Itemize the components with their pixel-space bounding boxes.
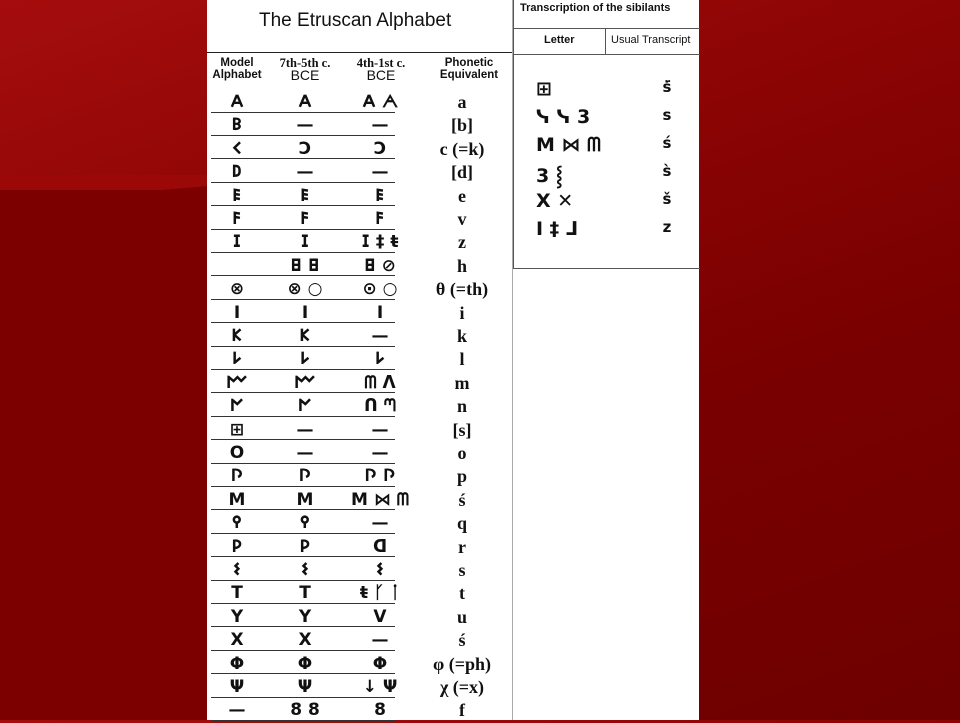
header-phonetic-line1: Phonetic xyxy=(444,57,494,69)
sibilant-transcript: s xyxy=(662,106,672,124)
late-glyph: — xyxy=(371,443,389,463)
table-row xyxy=(211,606,507,630)
sibilant-glyphs: ⊞ xyxy=(536,78,552,100)
sibilant-glyphs: X ✕ xyxy=(536,190,574,212)
header-model-line1: Model xyxy=(220,57,254,69)
early-glyph: 𐌇 𐌇 xyxy=(290,255,320,276)
row-underline xyxy=(211,299,395,300)
phonetic-value: m xyxy=(454,372,470,393)
phonetic-value: χ (=x) xyxy=(439,677,485,697)
late-glyph: M ⋈ ᗰ xyxy=(350,489,410,510)
slide xyxy=(207,0,699,720)
late-glyph: ↓ Ψ xyxy=(362,677,398,697)
phonetic-value: o xyxy=(457,443,467,463)
late-glyph: 8 xyxy=(374,700,386,721)
header-rule xyxy=(207,52,512,53)
header-early-line1: 7th-5th c. xyxy=(279,56,331,70)
phonetic-value: n xyxy=(456,396,467,417)
early-glyph: 𐌄 xyxy=(300,185,310,206)
table-row xyxy=(211,512,507,536)
row-underline xyxy=(211,252,395,253)
late-glyph: 𐌆 ‡ ŧ xyxy=(361,232,399,253)
row-underline xyxy=(211,673,395,674)
table-row xyxy=(211,395,507,419)
phonetic-value: [s] xyxy=(452,419,472,440)
phonetic-value: f xyxy=(459,700,465,721)
late-glyph: — xyxy=(371,326,389,346)
sibilants-table xyxy=(513,0,700,269)
early-glyph: — xyxy=(296,443,314,463)
table-row xyxy=(211,372,507,396)
table-row xyxy=(211,582,507,606)
early-glyph: 𐌊 xyxy=(299,326,311,346)
early-glyph: 𐌀 xyxy=(297,92,313,112)
header-phonetic xyxy=(429,57,509,81)
table-row xyxy=(211,278,507,302)
model-glyph: 𐌁 xyxy=(231,115,243,136)
late-glyph: — xyxy=(371,162,389,183)
sibilant-glyphs: I ‡ ⅃ xyxy=(536,218,578,240)
header-model-line2: Alphabet xyxy=(212,69,262,81)
phonetic-value: l xyxy=(459,349,465,370)
table-row xyxy=(211,699,507,723)
sibilant-transcript: ś xyxy=(662,134,672,152)
early-glyph: 8 8 xyxy=(290,700,320,721)
row-underline xyxy=(211,720,395,721)
header-late-line2: BCE xyxy=(366,67,396,83)
background-band xyxy=(0,190,210,720)
sibilant-transcript: z xyxy=(662,218,672,236)
row-underline xyxy=(211,626,395,627)
late-glyph: 𐌋 xyxy=(374,349,386,370)
sibilants-rule-top xyxy=(514,28,700,29)
model-glyph: Y xyxy=(230,606,244,627)
table-row xyxy=(211,255,507,279)
model-glyph: 𐌀 xyxy=(229,92,245,112)
row-underline xyxy=(211,205,395,206)
col-transcript: Usual Transcript xyxy=(611,34,691,46)
model-glyph: 𐌃 xyxy=(231,162,243,183)
late-glyph: Φ xyxy=(372,653,388,674)
early-glyph: Y xyxy=(298,606,312,627)
row-underline xyxy=(211,416,395,417)
late-glyph: — xyxy=(371,630,389,651)
late-glyph: — xyxy=(371,513,389,534)
sibilants-col-divider xyxy=(605,29,606,54)
late-glyph: ŧ ᚴ ᛙ xyxy=(359,583,401,604)
row-underline xyxy=(211,603,395,604)
header-early-line2: BCE xyxy=(290,67,320,83)
late-glyph: V xyxy=(373,606,387,627)
sibilants-title: Transcription of the sibilants xyxy=(520,2,671,14)
model-glyph: O xyxy=(229,443,245,463)
phonetic-value: ś xyxy=(458,489,466,510)
late-glyph: — xyxy=(371,115,389,136)
early-glyph: Ψ xyxy=(297,677,313,697)
model-glyph: ⊗ xyxy=(229,279,245,300)
phonetic-value: [b] xyxy=(451,115,473,136)
sibilant-row xyxy=(514,218,700,243)
table-row xyxy=(211,208,507,232)
header-late xyxy=(349,57,413,81)
table-row xyxy=(211,536,507,560)
sibilant-transcript: ṡ̈ xyxy=(662,78,672,96)
early-glyph: Ↄ xyxy=(298,138,312,159)
late-glyph: 𐌔 xyxy=(375,560,385,580)
late-glyph: 𐌇 ⊘ xyxy=(364,255,396,276)
phonetic-value: c (=k) xyxy=(439,138,485,159)
early-glyph: — xyxy=(296,115,314,136)
row-underline xyxy=(211,158,395,159)
row-underline xyxy=(211,533,395,534)
phonetic-value: i xyxy=(459,302,465,323)
row-underline xyxy=(211,346,395,347)
early-glyph: — xyxy=(296,419,314,440)
etruscan-alphabet-table xyxy=(207,0,512,720)
phonetic-value: s xyxy=(458,560,466,580)
table-row xyxy=(211,231,507,255)
late-glyph: 𐌐 𐌐 xyxy=(364,466,396,487)
row-underline xyxy=(211,392,395,393)
model-glyph: M xyxy=(228,489,246,510)
early-glyph: M xyxy=(296,489,314,510)
model-glyph: 𐌂 xyxy=(231,138,243,159)
early-glyph: ⊗ ○ xyxy=(287,279,323,300)
row-underline xyxy=(211,580,395,581)
early-glyph: X xyxy=(298,630,312,651)
table-row xyxy=(211,91,507,115)
sibilant-transcript: s̀ xyxy=(662,162,672,180)
table-row xyxy=(211,114,507,138)
row-underline xyxy=(211,697,395,698)
phonetic-value: e xyxy=(458,185,466,206)
model-glyph: 𐌔 xyxy=(232,560,242,580)
table-row xyxy=(211,653,507,677)
late-glyph: 𐌄 xyxy=(375,185,385,206)
model-glyph: 𐌅 xyxy=(232,209,242,229)
row-underline xyxy=(211,112,395,113)
early-glyph: 𐌐 xyxy=(298,466,312,487)
row-underline xyxy=(211,509,395,510)
early-glyph: 𐌌 xyxy=(293,372,317,393)
sibilant-row xyxy=(514,134,700,159)
table-row xyxy=(211,442,507,466)
phonetic-value: [d] xyxy=(451,162,473,183)
row-underline xyxy=(211,322,395,323)
late-glyph: I xyxy=(376,302,384,323)
late-glyph: ᗰ ᐱ xyxy=(364,372,396,393)
row-underline xyxy=(211,439,395,440)
model-glyph: ⊞ xyxy=(229,419,245,440)
sibilant-row xyxy=(514,78,700,103)
phonetic-value: θ (=th) xyxy=(435,279,489,300)
sibilant-row xyxy=(514,162,700,187)
model-glyph: T xyxy=(231,583,243,604)
table-row xyxy=(211,185,507,209)
model-glyph: 𐌋 xyxy=(231,349,243,370)
sibilant-glyphs: ᓭ ᓭ 3 xyxy=(536,106,591,128)
early-glyph: 𐌒 xyxy=(299,513,311,534)
row-underline xyxy=(211,369,395,370)
table-row xyxy=(211,138,507,162)
sibilant-glyphs: 3 ⸾ xyxy=(536,165,563,187)
model-glyph: 𐌆 xyxy=(232,232,242,253)
table-row xyxy=(211,559,507,583)
table-row xyxy=(211,161,507,185)
late-glyph: — xyxy=(371,419,389,440)
early-glyph: I xyxy=(301,302,309,323)
phonetic-value: r xyxy=(458,536,466,557)
sibilant-glyphs: M ⋈ ᗰ xyxy=(536,134,601,156)
col-letter: Letter xyxy=(544,34,575,46)
table-row xyxy=(211,348,507,372)
phonetic-value: φ (=ph) xyxy=(433,653,491,674)
phonetic-value: k xyxy=(456,326,467,346)
early-glyph: 𐌍 xyxy=(297,396,313,417)
row-underline xyxy=(211,229,395,230)
table-row xyxy=(211,465,507,489)
row-underline xyxy=(211,463,395,464)
table-row xyxy=(211,676,507,700)
model-glyph: 𐌒 xyxy=(231,513,243,534)
model-glyph: I xyxy=(233,302,241,323)
table-row xyxy=(211,325,507,349)
model-glyph xyxy=(211,255,263,277)
sibilant-row xyxy=(514,106,700,131)
early-glyph: 𐌋 xyxy=(299,349,311,370)
header-phonetic-line2: Equivalent xyxy=(439,69,499,81)
late-glyph: 𐌀 ᗅ xyxy=(361,92,399,112)
header-early xyxy=(275,57,335,81)
table-row xyxy=(211,419,507,443)
early-glyph: 𐌔 xyxy=(300,560,310,580)
phonetic-value: u xyxy=(456,606,467,627)
late-glyph: ᗡ xyxy=(372,536,388,557)
sibilants-rule-header xyxy=(514,54,700,55)
row-underline xyxy=(211,275,395,276)
early-glyph: — xyxy=(296,162,314,183)
model-glyph: X xyxy=(230,630,244,651)
phonetic-value: z xyxy=(458,232,466,253)
early-glyph: T xyxy=(299,583,311,604)
sibilant-row xyxy=(514,190,700,215)
model-glyph: 𐌌 xyxy=(225,372,249,393)
phonetic-value: v xyxy=(457,209,467,229)
phonetic-value: ś xyxy=(458,630,466,651)
phonetic-value: h xyxy=(456,255,467,276)
sibilant-transcript: š xyxy=(662,190,672,208)
late-glyph: Ↄ xyxy=(373,138,387,159)
model-glyph: Φ xyxy=(229,653,245,674)
late-glyph: ᑎ ᘉ xyxy=(364,396,396,417)
model-glyph: 𐌄 xyxy=(232,185,242,206)
row-underline xyxy=(211,650,395,651)
early-glyph: 𐌅 xyxy=(300,209,310,229)
table-row xyxy=(211,489,507,513)
model-glyph: 𐌊 xyxy=(231,326,243,346)
row-underline xyxy=(211,135,395,136)
early-glyph: 𐌆 xyxy=(300,232,310,253)
phonetic-value: a xyxy=(457,92,467,112)
late-glyph: 𐌅 xyxy=(375,209,385,229)
late-glyph: ⊙ ○ xyxy=(362,279,398,300)
phonetic-value: t xyxy=(459,583,465,604)
phonetic-value: p xyxy=(456,466,467,487)
header-model xyxy=(207,57,267,81)
table-row xyxy=(211,302,507,326)
model-glyph: 𐌍 xyxy=(229,396,245,417)
row-underline xyxy=(211,182,395,183)
early-glyph: 𐌓 xyxy=(299,536,311,557)
table-title: The Etruscan Alphabet xyxy=(259,10,452,31)
model-glyph: 𐌓 xyxy=(231,536,243,557)
model-glyph: Ψ xyxy=(229,677,245,697)
header-late-line1: 4th-1st c. xyxy=(356,56,406,70)
model-glyph: 𐌐 xyxy=(230,466,244,487)
early-glyph: Φ xyxy=(297,653,313,674)
row-underline xyxy=(211,556,395,557)
row-underline xyxy=(211,486,395,487)
phonetic-value: q xyxy=(456,513,467,534)
model-glyph: — xyxy=(228,700,246,721)
table-row xyxy=(211,629,507,653)
